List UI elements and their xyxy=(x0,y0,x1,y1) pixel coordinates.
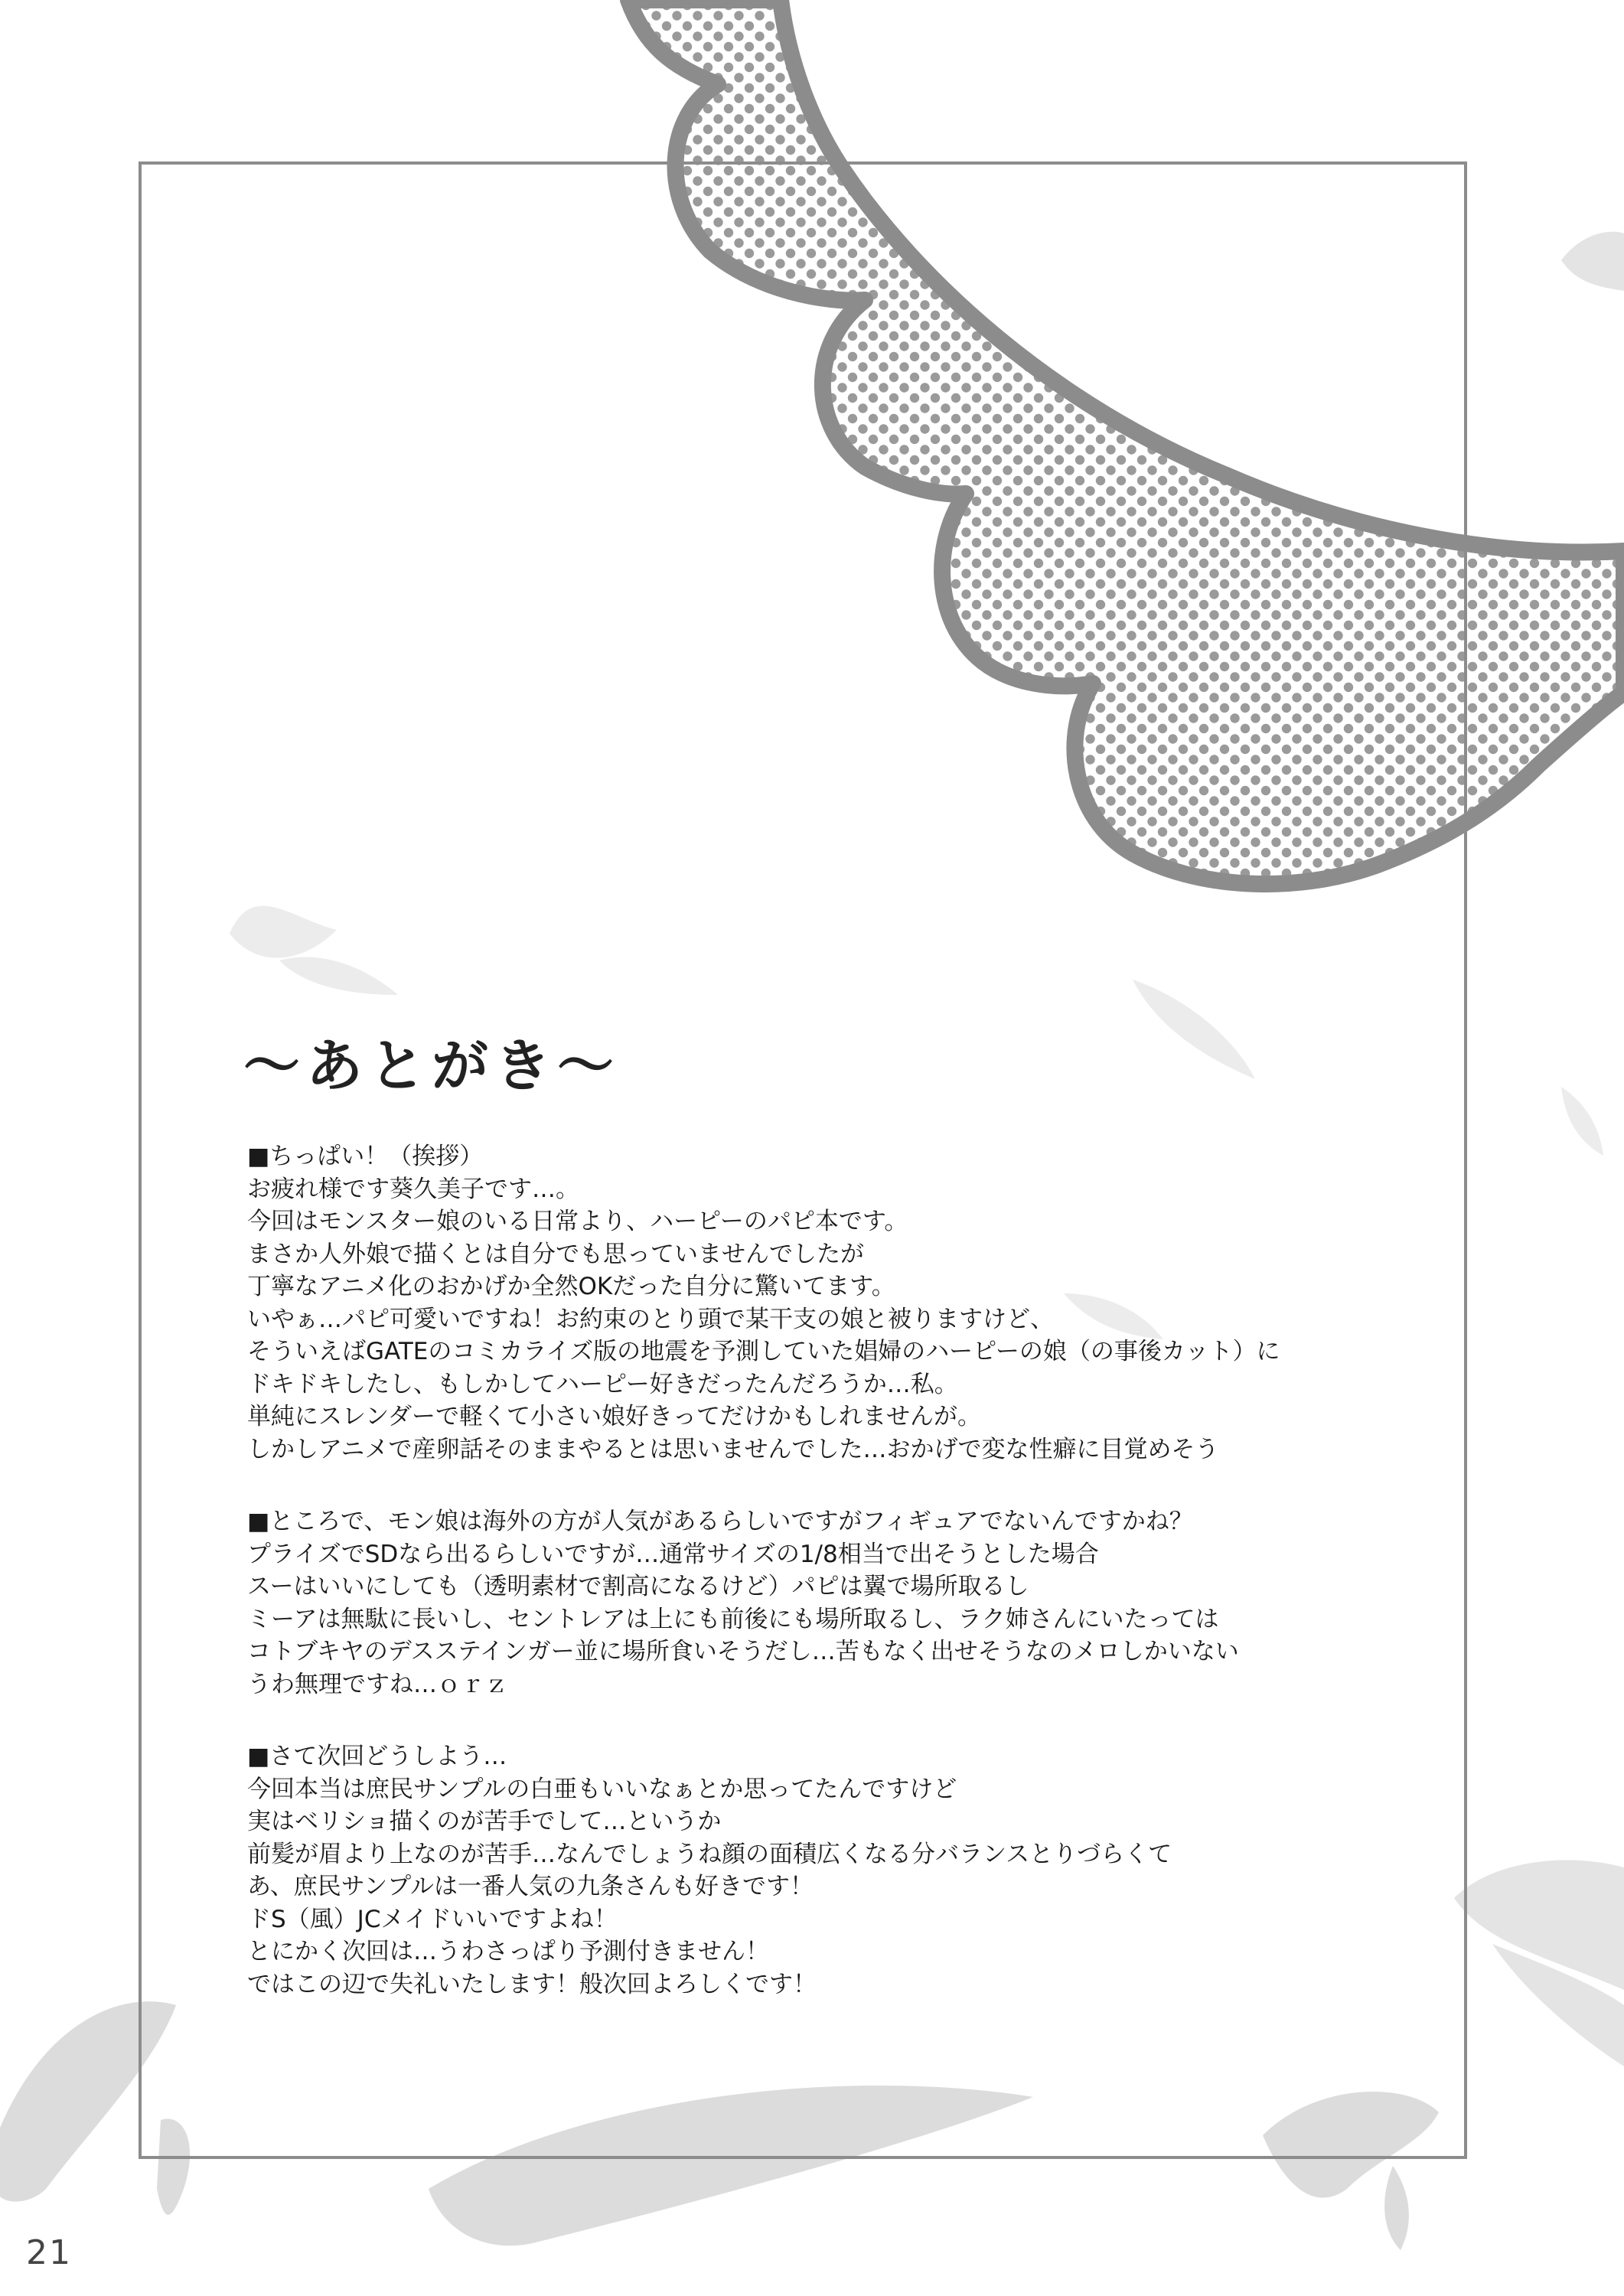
text-line: しかしアニメで産卵話そのままやるとは思いませんでした…おかげで変な性癖に目覚めそう xyxy=(247,1435,1219,1463)
text-line: まさか人外娘で描くとは自分でも思っていませんでしたが xyxy=(247,1240,864,1268)
afterword-body xyxy=(247,1140,1319,2040)
text-line: プライズでSDなら出るらしいですが…通常サイズの1/8相当で出そうとした場合 xyxy=(247,1540,1099,1568)
text-line: ■さて次回どうしよう… xyxy=(247,1743,507,1770)
section-figures xyxy=(247,1505,1319,1701)
page-number: 21 xyxy=(26,2233,72,2272)
text-line: スーはいいにしても（透明素材で割高になるけど）パピは翼で場所取るし xyxy=(247,1573,1029,1600)
afterword-title: ～あとがき～ xyxy=(243,1033,620,1099)
section-next-time xyxy=(247,1740,1319,2001)
text-line: お疲れ様です葵久美子です…。 xyxy=(247,1175,579,1203)
text-line: そういえばGATEのコミカライズ版の地震を予測していた娼婦のハーピーの娘（の事後カット）に xyxy=(247,1338,1280,1365)
section-greeting xyxy=(247,1140,1319,1466)
text-line: 単純にスレンダーで軽くて小さい娘好きってだけかもしれませんが。 xyxy=(247,1403,981,1430)
text-line: ■ところで、モン娘は海外の方が人気があるらしいですがフィギュアでないんですかね？ xyxy=(247,1508,1193,1535)
text-line: 実はベリショ描くのが苦手でして…というか xyxy=(247,1808,722,1835)
text-line: ドキドキしたし、もしかしてハーピー好きだったんだろうか…私。 xyxy=(247,1370,958,1398)
text-line: 今回はモンスター娘のいる日常より、ハーピーのパピ本です。 xyxy=(247,1208,908,1235)
text-line: とにかく次回は…うわさっぱり予測付きません！ xyxy=(247,1938,769,1965)
text-line: コトブキヤのデスステインガー並に場所食いそうだし…苦もなく出せそうなのメロしかいない xyxy=(247,1638,1239,1665)
text-line: 今回本当は庶民サンプルの白亜もいいなぁとか思ってたんですけど xyxy=(247,1775,957,1803)
text-line: ではこの辺で失礼いたします！般次回よろしくです！ xyxy=(247,1970,817,1998)
text-line: あ、庶民サンプルは一番人気の九条さんも好きです！ xyxy=(247,1873,814,1900)
text-line: 前髪が眉より上なのが苦手…なんでしょうね顔の面積広くなる分バランスとりづらくて xyxy=(247,1840,1172,1868)
text-line: うわ無理ですね…ｏｒｚ xyxy=(247,1670,508,1698)
text-line: 丁寧なアニメ化のおかげか全然OKだった自分に驚いてます。 xyxy=(247,1273,895,1300)
text-line: ミーアは無駄に長いし、セントレアは上にも前後にも場所取るし、ラク姉さんにいたっては xyxy=(247,1605,1219,1633)
text-line: ■ちっぱい！（挨拶） xyxy=(247,1143,484,1170)
text-line: ドS（風）JCメイドいいですよね！ xyxy=(247,1905,618,1933)
text-line: いやぁ…パピ可愛いですね！お約束のとり頭で某干支の娘と被りますけど、 xyxy=(247,1305,1054,1333)
